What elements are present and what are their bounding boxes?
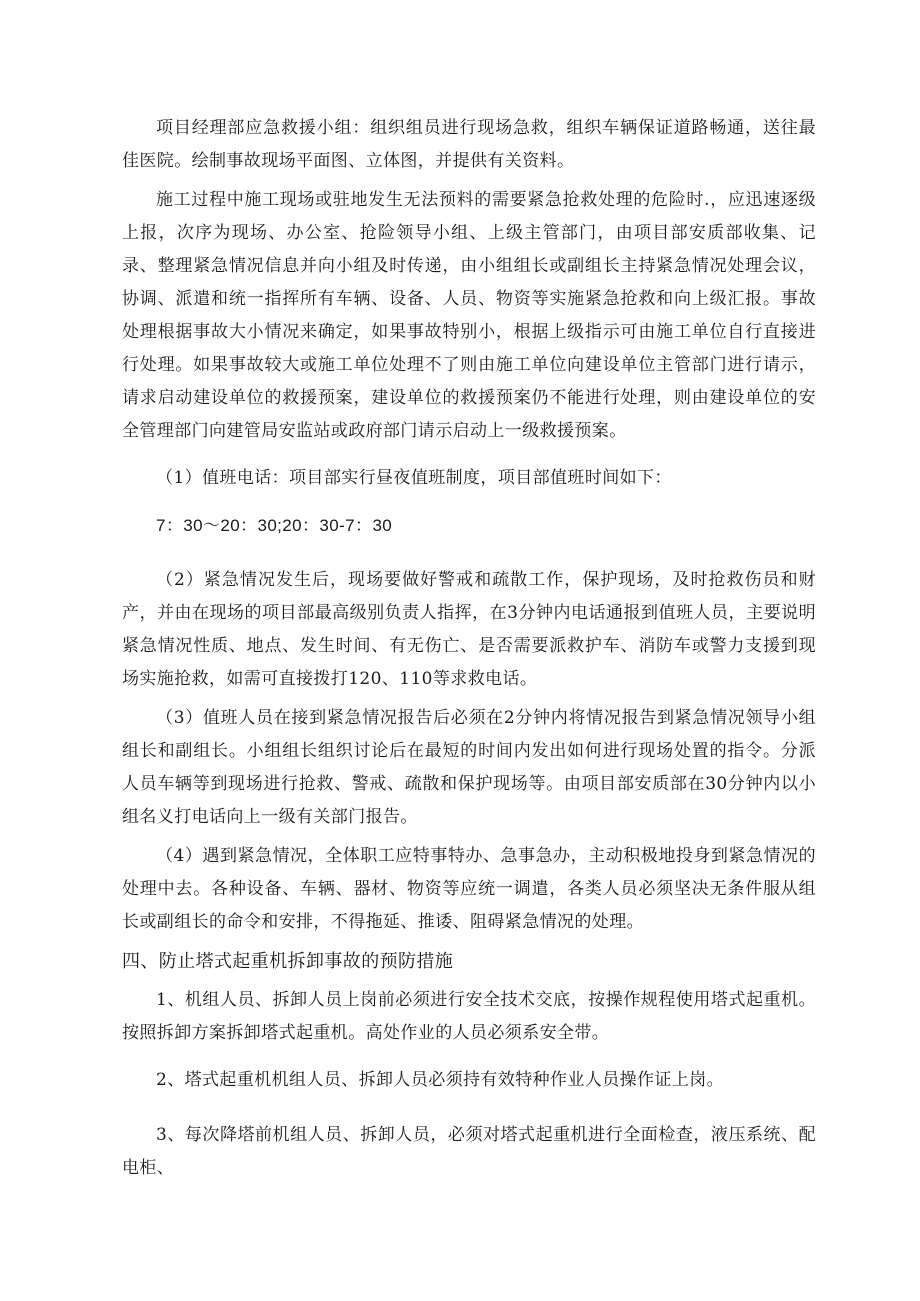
paragraph-emergency-response: （2）紧急情况发生后，现场要做好警戒和疏散工作，保护现场，及时抢救伤员和财产，并由在现场的项目部最高级别负责人指挥，在3分钟内电话通报到值班人员，主要说明紧急情况性质、地点、发生时间、有无伤亡、是否需要派救护车、消防车或警力支援到现场实施抢救，如需可直接拨打120、110等求救电话。 <box>122 570 816 689</box>
measure-item-2: 2、塔式起重机机组人员、拆卸人员必须持有效特种作业人员操作证上岗。 <box>156 1070 725 1090</box>
paragraph-reporting-procedure: 施工过程中施工现场或驻地发生无法预料的需要紧急抢救处理的危险时.，应迅速逐级上报，次序为现场、办公室、抢险领导小组、上级主管部门，由项目部安质部收集、记录、整理紧急情况信息并向小组及时传递，由小组组长或副组长主持紧急情况处理会议，协调、派遣和统一指挥所有车辆、设备、人员、物资等实施紧急抢救和向上级汇报。事故处理根据事故大小情况来确定，如果事故特别小，根据上级指示可由施工单位自行直接进行处理。如果事故较大或施工单位处理不了则由施工单位向建设单位主管部门进行请示，请求启动建设单位的救援预案，建设单位的救援预案仍不能进行处理，则由建设单位的安全管理部门向建管局安监站或政府部门请示启动上一级救援预案。 <box>122 190 816 441</box>
section-heading: 四、防止塔式起重机拆卸事故的预防措施 <box>122 951 454 972</box>
measure-item-1: 1、机组人员、拆卸人员上岗前必须进行安全技术交底，按操作规程使用塔式起重机。按照拆卸方案拆卸塔式起重机。高处作业的人员必须系安全带。 <box>122 990 816 1043</box>
document-body <box>122 112 816 1185</box>
paragraph-all-staff: （4）遇到紧急情况，全体职工应特事特办、急事急办，主动积极地投身到紧急情况的处理中去。各种设备、车辆、器材、物资等应统一调遣，各类人员必须坚决无条件服从组长或副组长的命令和安排，不得拖延、推诿、阻碍紧急情况的处理。 <box>122 846 816 932</box>
paragraph-rescue-team: 项目经理部应急救援小组：组织组员进行现场急救，组织车辆保证道路畅通，送往最佳医院。绘制事故现场平面图、立体图，并提供有关资料。 <box>122 118 816 171</box>
measure-item-3: 3、每次降塔前机组人员、拆卸人员，必须对塔式起重机进行全面检查，液压系统、配电柜、 <box>122 1125 816 1178</box>
duty-hours: 7：30～20：30;20：30-7：30 <box>156 516 393 535</box>
paragraph-duty-phone: （1）值班电话：项目部实行昼夜值班制度，项目部值班时间如下： <box>156 468 672 488</box>
paragraph-duty-staff-report: （3）值班人员在接到紧急情况报告后必须在2分钟内将情况报告到紧急情况领导小组组长和副组长。小组组长组织讨论后在最短的时间内发出如何进行现场处置的指令。分派人员车辆等到现场进行抢救、警戒、疏散和保护现场等。由项目部安质部在30分钟内以小组名义打电话向上一级有关部门报告。 <box>122 708 816 827</box>
